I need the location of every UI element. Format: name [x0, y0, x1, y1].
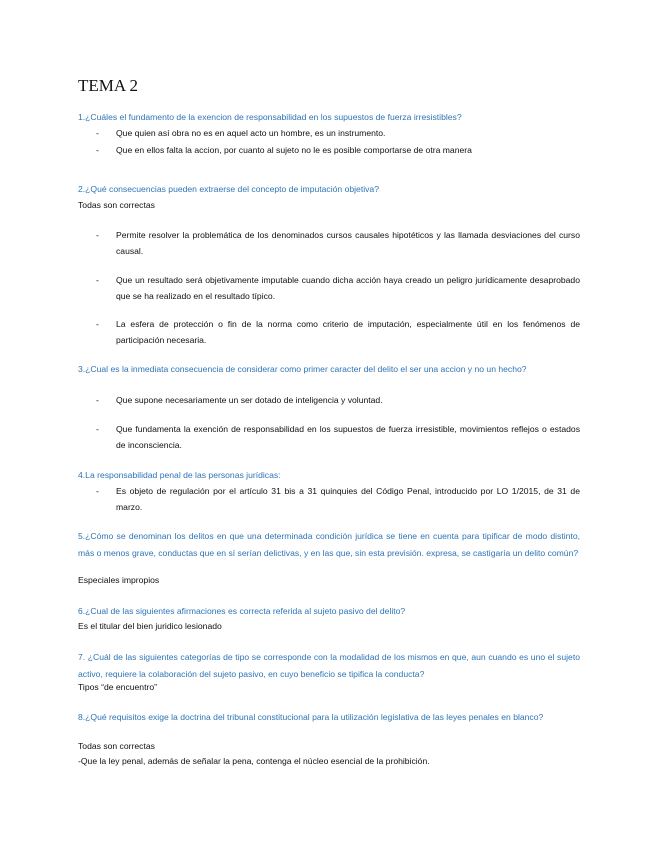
list-item: - Permite resolver la problemática de los denominados cursos causales hipotéticos y las llamada desviaciones del curso causal. [96, 227, 580, 259]
list-item: - Es objeto de regulación por el artículo 31 bis a 31 quinquies del Código Penal, introducido por LO 1/2015, de 31 de marzo. [96, 483, 580, 515]
question-3: 3.¿Cual es la inmediata consecuencia de considerar como primer caracter del delito el ser una accion y no un hecho? [78, 364, 527, 374]
list-item: - Que fundamenta la exención de responsabilidad en los supuestos de fuerza irresistible, movimientos reflejos o estados de inconsciencia. [96, 421, 580, 453]
page-title: TEMA 2 [78, 76, 138, 95]
answer-label: Todas son correctas [78, 741, 155, 751]
question-6: 6.¿Cual de las siguientes afirmaciones es correcta referida al sujeto pasivo del delito? [78, 606, 406, 616]
question-1: 1.¿Cuáles el fundamento de la exencion de responsabilidad en los supuestos de fuerza irresistibles? [78, 112, 462, 122]
answer-text: Tipos “de encuentro” [78, 682, 157, 692]
list-item: - Que en ellos falta la accion, por cuanto al sujeto no le es posible comportarse de otra manera [96, 142, 580, 158]
answer-label: Todas son correctas [78, 200, 155, 210]
answer-text: Que fundamenta la exención de responsabilidad en los supuestos de fuerza irresistible, movimientos reflejos o estados de inconsciencia. [116, 424, 580, 450]
question-5: 5.¿Cómo se denominan los delitos en que una determinada condición jurídica se tiene en cuenta para tipificar de modo distinto, más o menos grave, conductas que en sí serían delictivas, y en las que, sin esta previsión. expresa, se castigaría un delito común? [78, 531, 580, 558]
question-8: 8.¿Qué requisitos exige la doctrina del tribunal constitucional para la utilización legislativa de las leyes penales en blanco? [78, 712, 544, 722]
answer-text: -Que la ley penal, además de señalar la pena, contenga el núcleo esencial de la prohibición. [78, 756, 430, 766]
answer-text: Es el titular del bien juridico lesionado [78, 621, 222, 631]
answer-text: Es objeto de regulación por el artículo 31 bis a 31 quinquies del Código Penal, introducido por LO 1/2015, de 31 de marzo. [116, 486, 580, 512]
question-7: 7. ¿Cuál de las siguientes categorías de tipo se corresponde con la modalidad de los mismos en que, aun cuando es uno el sujeto activo, requiere la colaboración del sujeto pasivo, en cuyo beneficio se tipifica la conducta? [78, 652, 580, 679]
list-item: - Que supone necesariamente un ser dotado de inteligencia y voluntad. [96, 392, 580, 408]
answer-text: Que un resultado será objetivamente imputable cuando dicha acción haya creado un peligro jurídicamente desaprobado que se ha realizado en el resultado típico. [116, 275, 580, 301]
question-2: 2.¿Qué consecuencias pueden extraerse del concepto de imputación objetiva? [78, 184, 379, 194]
answer-text: Que en ellos falta la accion, por cuanto al sujeto no le es posible comportarse de otra manera [116, 145, 472, 155]
answer-text: Especiales impropios [78, 575, 160, 585]
list-item: - Que quien así obra no es en aquel acto un hombre, es un instrumento. [96, 125, 580, 141]
list-item: - La esfera de protección o fin de la norma como criterio de imputación, especialmente útil en los fenómenos de participación necesaria. [96, 316, 580, 348]
answer-text: Que quien así obra no es en aquel acto un hombre, es un instrumento. [116, 128, 386, 138]
question-4: 4.La responsabilidad penal de las personas jurídicas: [78, 470, 281, 480]
list-item: - Que un resultado será objetivamente imputable cuando dicha acción haya creado un peligro jurídicamente desaprobado que se ha realizado en el resultado típico. [96, 272, 580, 304]
answer-text: Que supone necesariamente un ser dotado de inteligencia y voluntad. [116, 395, 383, 405]
answer-text: La esfera de protección o fin de la norma como criterio de imputación, especialmente útil en los fenómenos de participación necesaria. [116, 319, 580, 345]
answer-text: Permite resolver la problemática de los denominados cursos causales hipotéticos y las llamada desviaciones del curso causal. [116, 230, 580, 256]
